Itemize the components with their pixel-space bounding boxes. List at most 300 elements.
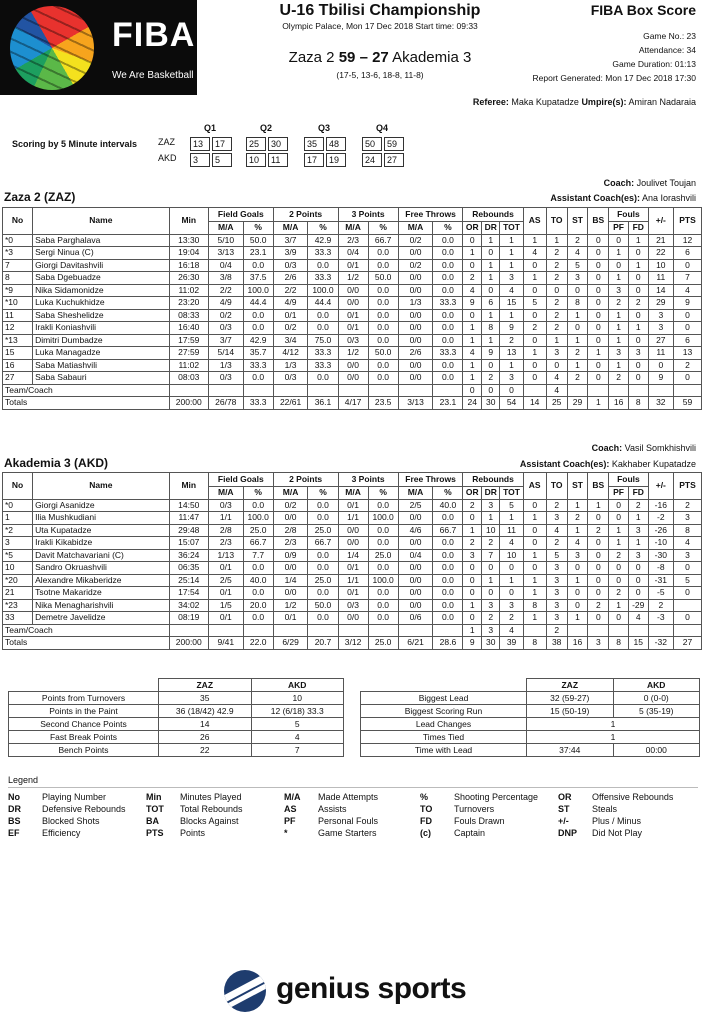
column-header-reb: Rebounds — [463, 208, 523, 222]
empty-cell — [674, 384, 702, 397]
stat-cell: 35.7 — [243, 347, 273, 360]
player-row — [3, 612, 702, 625]
legend-item — [8, 816, 100, 826]
total-cell: 30 — [481, 397, 500, 410]
stat-cell: 9 — [463, 297, 482, 310]
summary-row — [361, 718, 700, 731]
stat-cell: 100.0 — [243, 284, 273, 297]
team-rebound-dr: 0 — [481, 384, 500, 397]
total-cell: 25 — [546, 397, 567, 410]
empty-cell — [398, 384, 433, 397]
stat-cell: 15:07 — [169, 537, 208, 550]
empty-cell — [338, 624, 368, 637]
legend-abbr: +/- — [558, 816, 569, 826]
legend-item — [284, 816, 378, 826]
stat-cell: 3 — [546, 512, 567, 525]
player-name: Sandro Okruashvili — [33, 562, 170, 575]
summary-label: Points from Turnovers — [9, 692, 159, 705]
umpire-name: Amiran Nadaraia — [628, 97, 696, 107]
stat-cell: 4/6 — [398, 524, 433, 537]
total-cell: 25.0 — [368, 637, 398, 650]
summary-row — [361, 744, 700, 757]
stat-cell: 0 — [674, 309, 702, 322]
interval-value: 50 — [362, 137, 382, 151]
stat-cell: 9 — [674, 297, 702, 310]
legend-item — [284, 792, 378, 802]
stat-cell: 1 — [628, 234, 648, 247]
stat-cell: 0 — [628, 574, 648, 587]
stat-cell: 0 — [523, 524, 546, 537]
summary-label: Points in the Paint — [9, 705, 159, 718]
player-row — [3, 322, 702, 335]
stat-cell: 1/1 — [338, 512, 368, 525]
interval-team: AKD — [158, 153, 177, 163]
column-header-name: Name — [33, 473, 170, 500]
player-name: Saba Sabauri — [33, 372, 170, 385]
empty-cell — [208, 384, 243, 397]
legend-desc: Captain — [454, 828, 486, 838]
stat-cell: 0 — [567, 284, 588, 297]
player-name: Alexandre Mikaberidze — [33, 574, 170, 587]
stat-cell: 4 — [674, 284, 702, 297]
venue-line: Olympic Palace, Mon 17 Dec 2018 Start time: 09:33 — [282, 21, 478, 31]
summary-value: 10 — [251, 692, 344, 705]
stat-cell: *0 — [3, 499, 33, 512]
legend-desc: Plus / Minus — [592, 816, 642, 826]
empty-cell — [368, 624, 398, 637]
summary-label: Second Chance Points — [9, 718, 159, 731]
stat-cell: 7 — [481, 549, 500, 562]
stat-cell: 06:35 — [169, 562, 208, 575]
stat-cell: 0 — [567, 599, 588, 612]
doc-title: FIBA Box Score — [590, 2, 696, 18]
game-number: Game No.: 23 — [643, 31, 696, 41]
stat-cell: 0 — [463, 587, 482, 600]
column-subheader-pct: % — [308, 222, 338, 235]
team-a-boxscore — [2, 207, 702, 410]
stat-cell: 12 — [674, 234, 702, 247]
stat-cell: 3 — [500, 599, 523, 612]
stat-cell: 34:02 — [169, 599, 208, 612]
total-cell: 8 — [523, 637, 546, 650]
referee-label: Referee: — [472, 97, 509, 107]
player-name: Dimitri Dumbadze — [33, 334, 170, 347]
column-subheader-pct: % — [368, 222, 398, 235]
stat-cell: 16 — [3, 359, 33, 372]
stat-cell: 3 — [481, 599, 500, 612]
legend-abbr: DNP — [558, 828, 578, 838]
stat-cell: 66.7 — [243, 537, 273, 550]
player-row — [3, 524, 702, 537]
total-cell: 28.6 — [433, 637, 463, 650]
stat-cell: 1 — [523, 234, 546, 247]
column-header-no: No — [3, 473, 33, 500]
stat-cell: 50.0 — [243, 234, 273, 247]
stat-cell: 1/13 — [208, 549, 243, 562]
stat-cell: 2 — [567, 347, 588, 360]
team-rebound-dr: 3 — [481, 624, 500, 637]
stat-cell: 40.0 — [243, 574, 273, 587]
team-b-name: Akademia 3 — [392, 49, 472, 66]
stat-cell: 0 — [588, 562, 609, 575]
stat-cell: 0 — [523, 562, 546, 575]
stat-cell: 1 — [500, 309, 523, 322]
legend-item — [558, 792, 673, 802]
legend-desc: Playing Number — [42, 792, 107, 802]
stat-cell: 21 — [648, 234, 673, 247]
header-row — [3, 208, 702, 222]
stat-cell: 1/2 — [273, 599, 308, 612]
summary-label: Times Tied — [361, 731, 527, 744]
legend-abbr: No — [8, 792, 20, 802]
stat-cell: 5 — [546, 549, 567, 562]
game-info — [533, 29, 697, 85]
stat-cell: 3 — [481, 499, 500, 512]
stat-cell: 3 — [546, 599, 567, 612]
stat-cell: 0.0 — [368, 599, 398, 612]
stat-cell: 4 — [628, 612, 648, 625]
empty-cell — [609, 384, 629, 397]
stat-cell: 0/4 — [208, 259, 243, 272]
stat-cell: 0/0 — [398, 272, 433, 285]
stat-cell: 0/0 — [398, 562, 433, 575]
stat-cell: 0 — [463, 612, 482, 625]
stat-cell: 3 — [609, 284, 629, 297]
stat-cell: -16 — [648, 499, 673, 512]
total-cell: 3/13 — [398, 397, 433, 410]
legend-abbr: PTS — [146, 828, 164, 838]
stat-cell: 2/2 — [208, 284, 243, 297]
stat-cell: 0 — [567, 562, 588, 575]
stat-cell: 0 — [523, 499, 546, 512]
stat-cell: 5 — [500, 499, 523, 512]
stat-cell: 1 — [628, 322, 648, 335]
stat-cell: 0/3 — [208, 372, 243, 385]
empty-cell — [567, 384, 588, 397]
player-row — [3, 512, 702, 525]
summary-value: 4 — [251, 731, 344, 744]
stat-cell: *3 — [3, 247, 33, 260]
game-duration: Game Duration: 01:13 — [612, 59, 696, 69]
stat-cell: 4 — [463, 284, 482, 297]
stat-cell: 3 — [628, 347, 648, 360]
stat-cell: 0/1 — [338, 499, 368, 512]
stat-cell: 3 — [628, 524, 648, 537]
empty-cell — [308, 624, 338, 637]
column-subheader-tot: TOT — [500, 487, 523, 500]
team-a-name: Zaza 2 — [288, 49, 335, 66]
interval-value: 19 — [326, 153, 346, 167]
stat-cell: 0/2 — [273, 499, 308, 512]
stat-cell: 0.0 — [368, 537, 398, 550]
coach-label: Coach: — [591, 443, 623, 453]
stat-cell: 1 — [463, 359, 482, 372]
stat-cell: 0 — [523, 372, 546, 385]
stat-cell: 0/3 — [208, 499, 243, 512]
stat-cell: 1 — [500, 512, 523, 525]
player-row — [3, 549, 702, 562]
interval-quarter-label: Q3 — [317, 123, 330, 133]
stat-cell: 0/0 — [273, 587, 308, 600]
stat-cell: 0/1 — [338, 259, 368, 272]
column-header-pts: PTS — [674, 473, 702, 500]
stat-cell: 0/1 — [338, 562, 368, 575]
player-name: Demetre Javelidze — [33, 612, 170, 625]
stat-cell: 1/5 — [208, 599, 243, 612]
stat-cell: 0/3 — [273, 372, 308, 385]
legend-abbr: BA — [146, 816, 159, 826]
stat-cell: 3 — [546, 587, 567, 600]
legend-abbr: ST — [558, 804, 570, 814]
player-row — [3, 562, 702, 575]
stat-cell: -3 — [648, 612, 673, 625]
empty-cell — [523, 384, 546, 397]
empty-cell — [208, 624, 243, 637]
stat-cell: 1 — [500, 259, 523, 272]
total-cell: 26/78 — [208, 397, 243, 410]
stat-cell: 0.0 — [433, 234, 463, 247]
total-cell: 3 — [588, 637, 609, 650]
total-cell: 16 — [609, 397, 629, 410]
summary-header-row — [361, 679, 700, 692]
fiba-logo — [0, 0, 197, 95]
stat-cell: 1 — [609, 537, 629, 550]
stat-cell: 1 — [628, 512, 648, 525]
interval-value: 10 — [246, 153, 266, 167]
stat-cell: 14:50 — [169, 499, 208, 512]
stat-cell: 4 — [567, 537, 588, 550]
legend-desc: Efficiency — [42, 828, 81, 838]
stat-cell: 1 — [567, 574, 588, 587]
stat-cell: 3 — [674, 512, 702, 525]
summary-col-header: ZAZ — [159, 679, 252, 692]
stat-cell: 27 — [648, 334, 673, 347]
legend-desc: Made Attempts — [318, 792, 379, 802]
stat-cell: 0/0 — [338, 612, 368, 625]
stat-cell: 2 — [674, 359, 702, 372]
stat-cell: 33.3 — [308, 347, 338, 360]
stat-cell: 10 — [3, 562, 33, 575]
stat-cell: 0.0 — [433, 599, 463, 612]
total-cell: -32 — [648, 637, 673, 650]
stat-cell: 0.0 — [433, 259, 463, 272]
column-subheader-pct: % — [243, 222, 273, 235]
column-header-to: TO — [546, 208, 567, 235]
stat-cell: 0/1 — [273, 309, 308, 322]
player-row — [3, 587, 702, 600]
stat-cell: 0.0 — [368, 322, 398, 335]
stat-cell: 0.0 — [433, 537, 463, 550]
stat-cell: 23.1 — [243, 247, 273, 260]
stat-cell: 2 — [609, 297, 629, 310]
player-name: Nika Menagharishvili — [33, 599, 170, 612]
stat-cell: 0.0 — [243, 612, 273, 625]
stat-cell: 0/1 — [208, 587, 243, 600]
stat-cell: 4/12 — [273, 347, 308, 360]
stat-cell: 1 — [481, 259, 500, 272]
stat-cell: 1 — [628, 259, 648, 272]
stat-cell: 2/3 — [273, 537, 308, 550]
stat-cell: 0/2 — [398, 259, 433, 272]
stat-cell: 1 — [567, 524, 588, 537]
column-subheader-pf: PF — [609, 487, 629, 500]
player-name: Nika Sidamonidze — [33, 284, 170, 297]
stat-cell: 66.7 — [308, 537, 338, 550]
stat-cell: *0 — [3, 234, 33, 247]
player-name: Irakli Koniashvili — [33, 322, 170, 335]
team-turnovers: 4 — [546, 384, 567, 397]
umpire-label: Umpire(s): — [581, 97, 627, 107]
summary-value: 22 — [159, 744, 252, 757]
stat-cell: 8 — [674, 524, 702, 537]
stat-cell: 2 — [546, 297, 567, 310]
stat-cell: 2 — [567, 372, 588, 385]
empty-cell — [628, 624, 648, 637]
stat-cell: 8 — [523, 599, 546, 612]
intervals-label: Scoring by 5 Minute intervals — [12, 139, 138, 149]
stat-cell: 0.0 — [433, 549, 463, 562]
stat-cell: 4 — [567, 247, 588, 260]
stat-cell: 2 — [500, 334, 523, 347]
summary-row — [361, 692, 700, 705]
stat-cell: -31 — [648, 574, 673, 587]
column-header-no: No — [3, 208, 33, 235]
stat-cell: 2 — [546, 247, 567, 260]
legend-desc: Game Starters — [318, 828, 377, 838]
total-cell: 32 — [648, 397, 673, 410]
stat-cell: 2 — [609, 587, 629, 600]
legend-item — [8, 804, 126, 814]
interval-quarter-label: Q2 — [259, 123, 272, 133]
stat-cell: 3 — [628, 549, 648, 562]
player-row — [3, 574, 702, 587]
stat-cell: 0.0 — [433, 372, 463, 385]
stat-cell: 0 — [588, 549, 609, 562]
fiba-tagline: We Are Basketball — [112, 70, 194, 81]
stat-cell: 33 — [3, 612, 33, 625]
player-row — [3, 284, 702, 297]
stat-cell: 66.7 — [368, 234, 398, 247]
stat-cell: 10 — [648, 259, 673, 272]
stat-cell: 1 — [567, 334, 588, 347]
legend-abbr: OR — [558, 792, 572, 802]
stat-cell: 25:14 — [169, 574, 208, 587]
stat-cell: 0 — [588, 272, 609, 285]
empty-cell — [273, 384, 308, 397]
stat-cell: 0/0 — [398, 587, 433, 600]
stat-cell: 1 — [463, 322, 482, 335]
stat-cell: 33.3 — [308, 247, 338, 260]
stat-cell: 1 — [481, 334, 500, 347]
player-name: Tsotne Makaridze — [33, 587, 170, 600]
stat-cell: 50.0 — [308, 599, 338, 612]
stat-cell: 5 — [567, 259, 588, 272]
stat-cell: 1 — [609, 309, 629, 322]
stat-cell: 1 — [463, 247, 482, 260]
column-header-min: Min — [169, 208, 208, 235]
fiba-wordmark: FIBA — [112, 16, 196, 54]
stat-cell: 0 — [588, 284, 609, 297]
stat-cell: 0/0 — [338, 537, 368, 550]
totals-row — [3, 397, 702, 410]
player-row — [3, 372, 702, 385]
stat-cell: 2 — [546, 537, 567, 550]
stat-cell: 0.0 — [433, 562, 463, 575]
stat-cell: 3 — [674, 549, 702, 562]
stat-cell: 4 — [523, 247, 546, 260]
stat-cell: 0 — [588, 334, 609, 347]
column-subheader-ma: M/A — [208, 487, 243, 500]
summary-row — [361, 705, 700, 718]
player-row — [3, 259, 702, 272]
column-header-ft: Free Throws — [398, 473, 463, 487]
summary-label: Lead Changes — [361, 718, 527, 731]
championship-title: U-16 Tbilisi Championship — [279, 2, 481, 19]
stat-cell: 0.0 — [368, 372, 398, 385]
stat-cell: 12 — [3, 322, 33, 335]
stat-cell: 0 — [481, 562, 500, 575]
total-cell: 9 — [463, 637, 482, 650]
column-subheader-or: OR — [463, 222, 482, 235]
summary-value: 5 (35-19) — [613, 705, 700, 718]
team-a-assistant — [550, 193, 696, 203]
empty-cell — [588, 384, 609, 397]
stat-cell: 100.0 — [308, 284, 338, 297]
stat-cell: 0.0 — [368, 359, 398, 372]
stat-cell: 0 — [628, 309, 648, 322]
summary-right — [360, 678, 700, 757]
interval-value: 5 — [212, 153, 232, 167]
stat-cell: 0/0 — [338, 524, 368, 537]
coach-label: Coach: — [603, 178, 635, 188]
stat-cell: 1 — [463, 372, 482, 385]
player-name: Luka Managadze — [33, 347, 170, 360]
interval-value: 48 — [326, 137, 346, 151]
stat-cell: 1/1 — [338, 574, 368, 587]
empty-cell — [628, 384, 648, 397]
stat-cell: 17:54 — [169, 587, 208, 600]
stat-cell: 8 — [3, 272, 33, 285]
empty-cell — [243, 384, 273, 397]
stat-cell: 1 — [546, 234, 567, 247]
summary-col-header: AKD — [251, 679, 344, 692]
stat-cell: 0 — [463, 512, 482, 525]
stat-cell: 0/3 — [208, 322, 243, 335]
total-cell: 30 — [481, 637, 500, 650]
summary-value: 1 — [527, 731, 700, 744]
legend-desc: Minutes Played — [180, 792, 242, 802]
team-rebound-tot: 0 — [500, 384, 523, 397]
stat-cell: 8 — [481, 322, 500, 335]
stat-cell: 3/8 — [208, 272, 243, 285]
total-cell: 54 — [500, 397, 523, 410]
stat-cell: -5 — [648, 587, 673, 600]
total-cell: 36.1 — [308, 397, 338, 410]
column-subheader-fd: FD — [628, 487, 648, 500]
stat-cell: 0 — [609, 512, 629, 525]
stat-cell: 0/0 — [398, 284, 433, 297]
empty-cell — [398, 624, 433, 637]
summary-row — [9, 718, 344, 731]
stat-cell: 0.0 — [308, 549, 338, 562]
stat-cell: 15 — [3, 347, 33, 360]
legend-title: Legend — [8, 775, 39, 785]
summary-row — [361, 731, 700, 744]
column-subheader-pct: % — [308, 487, 338, 500]
interval-value: 35 — [304, 137, 324, 151]
stat-cell: 0.0 — [308, 499, 338, 512]
player-name: Davit Matchavariani (C) — [33, 549, 170, 562]
